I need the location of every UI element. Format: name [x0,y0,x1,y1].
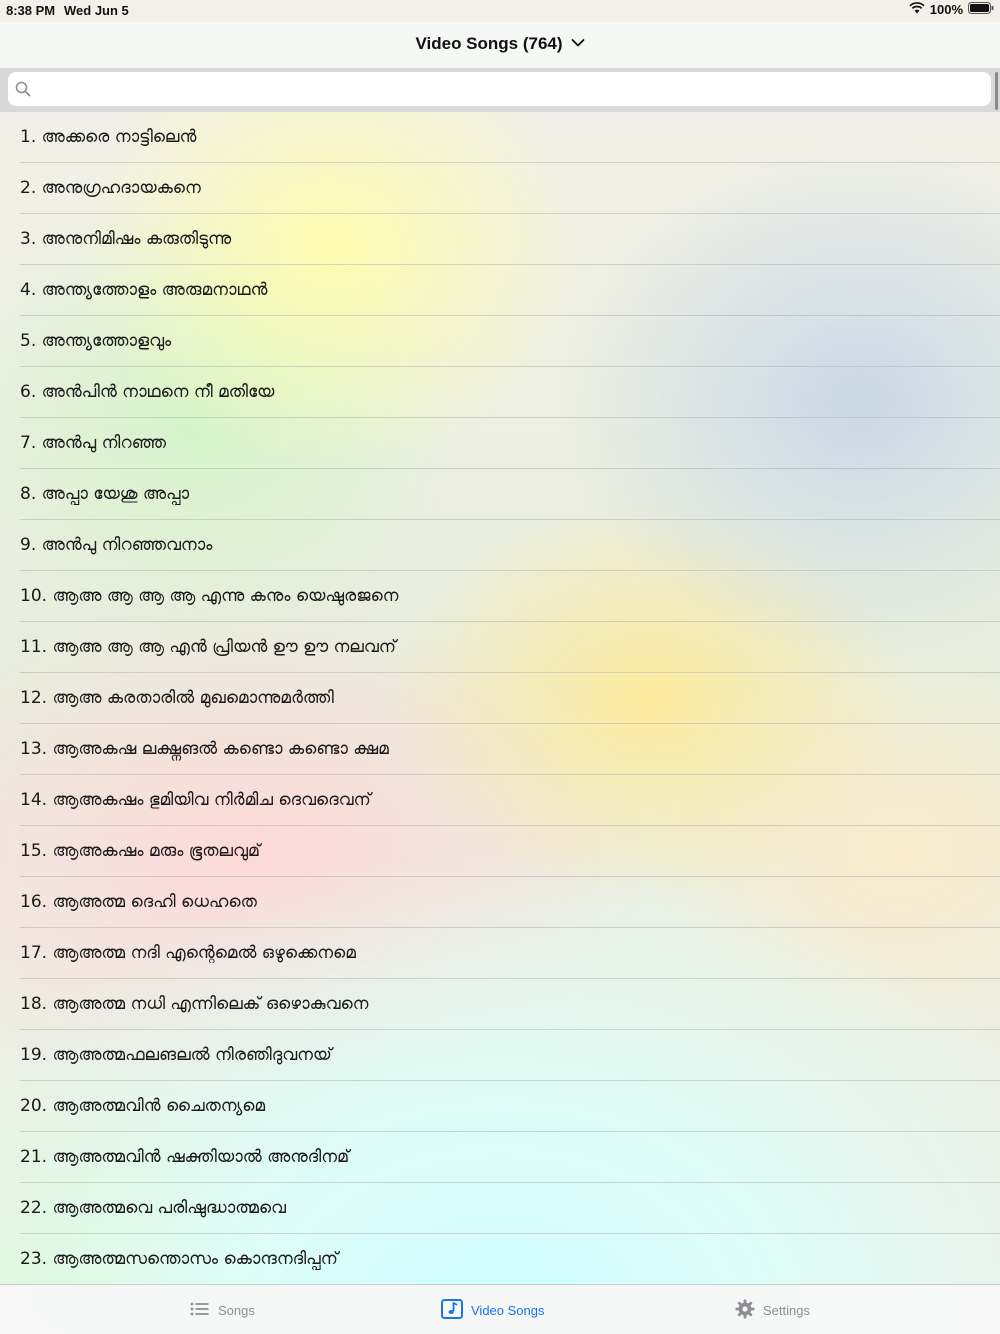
list-item[interactable] [20,571,1000,622]
song-title: 6. അൻപിൻ നാഥനെ നീ മതിയേ [20,382,275,402]
list-item[interactable] [20,1234,1000,1284]
list-item[interactable] [20,877,1000,928]
gear-icon [735,1299,755,1322]
list-item[interactable] [20,214,1000,265]
song-title: 3. അനുനിമിഷം കരുതിടുന്നു [20,229,232,249]
list-item[interactable] [20,163,1000,214]
song-title: 7. അൻപു നിറഞ്ഞ [20,433,166,453]
battery-percent: 100% [929,2,963,17]
list-item[interactable] [20,1132,1000,1183]
list-item[interactable] [20,469,1000,520]
song-title: 12. ആഅ കരതാരിൽ മുഖമൊന്നുമർത്തി [20,688,334,708]
status-indicators [909,2,994,17]
wifi-icon [909,2,925,17]
title-dropdown[interactable] [0,34,1000,54]
tab-bar [0,1284,1000,1334]
song-title: 15. ആഅകഷം മരും ഭൂതലവുമ് [20,841,261,861]
tab-settings[interactable] [735,1285,810,1334]
song-title: 11. ആഅ ആ ആ എൻ പ്രിയൻ ഊ ഊ നലവന് [20,637,397,657]
page-title: Video Songs (764) [415,34,563,53]
song-title: 23. ആഅത്മസന്തൊസം കൊന്ദനദിപ്പന് [20,1249,338,1269]
song-title: 20. ആഅത്മവിൻ ചൈതന്യമെ [20,1096,266,1116]
song-title: 19. ആഅത്മഫലങലൽ നിരഞിദുവനയ് [20,1045,332,1065]
song-title: 16. ആഅത്മ ദെഹി ധെഹതെ [20,892,257,912]
song-list [0,112,1000,1284]
song-title: 1. അക്കരെ നാട്ടിലെൻ [20,127,197,147]
list-item[interactable] [20,622,1000,673]
list-item[interactable] [20,928,1000,979]
search-box[interactable] [8,72,991,106]
list-item[interactable] [20,367,1000,418]
list-item[interactable] [20,520,1000,571]
chevron-down-icon [571,35,585,53]
tab-songs[interactable] [190,1285,255,1334]
song-title: 14. ആഅകഷം ഭുമിയിവ നിർമിച ദെവദെവന് [20,790,371,810]
battery-icon [968,2,994,17]
music-note-icon [441,1299,463,1322]
list-item[interactable] [20,673,1000,724]
scrollbar[interactable] [995,72,998,110]
list-item[interactable] [20,826,1000,877]
song-title: 9. അൻപു നിറഞ്ഞവനാം [20,535,213,555]
song-title: 18. ആഅത്മ നധി എന്നിലെക് ഒഴൊകുവനെ [20,994,369,1014]
list-item[interactable] [20,265,1000,316]
navigation-bar [0,22,1000,69]
list-item[interactable] [20,1081,1000,1132]
search-icon [15,81,31,102]
search-bar-container [0,68,1000,112]
status-date: Wed Jun 5 [64,3,129,18]
song-title: 10. ആഅ ആ ആ ആ എന്നു കനും യെഷുരജനെ [20,586,399,606]
search-input[interactable] [42,77,976,103]
list-item[interactable] [20,1183,1000,1234]
list-icon [190,1302,210,1319]
song-title: 13. ആഅകഷ ലക്ഷ്നങൽ കണ്ടൊ കണ്ടൊ ക്ഷമ [20,739,389,759]
status-bar [0,0,1000,22]
tab-songs-label: Songs [218,1302,255,1318]
status-time: 8:38 PM [6,3,56,18]
list-item[interactable] [20,724,1000,775]
song-title: 17. ആഅത്മ നദി എന്റെമെൽ ഒഴുക്കെനമെ [20,943,356,963]
tab-video-songs[interactable] [441,1285,545,1334]
list-item[interactable] [20,1030,1000,1081]
song-title: 21. ആഅത്മവിൻ ഷക്തിയാൽ അനുദിനമ് [20,1147,350,1167]
list-item[interactable] [20,979,1000,1030]
song-title: 8. അപ്പാ യേശു അപ്പാ [20,484,190,504]
list-item[interactable] [20,775,1000,826]
song-title: 5. അന്ത്യത്തോളവും [20,331,172,351]
tab-settings-label: Settings [763,1302,810,1318]
tab-video-songs-label: Video Songs [471,1302,545,1318]
song-title: 2. അനുഗ്രഹദായകനെ [20,178,201,198]
song-title: 22. ആഅത്മവെ പരിഷുദ്ധാത്മവെ [20,1198,286,1218]
list-item[interactable] [20,418,1000,469]
song-title: 4. അന്ത്യത്തോളം അരുമനാഥൻ [20,280,268,300]
list-item[interactable] [20,112,1000,163]
list-item[interactable] [20,316,1000,367]
